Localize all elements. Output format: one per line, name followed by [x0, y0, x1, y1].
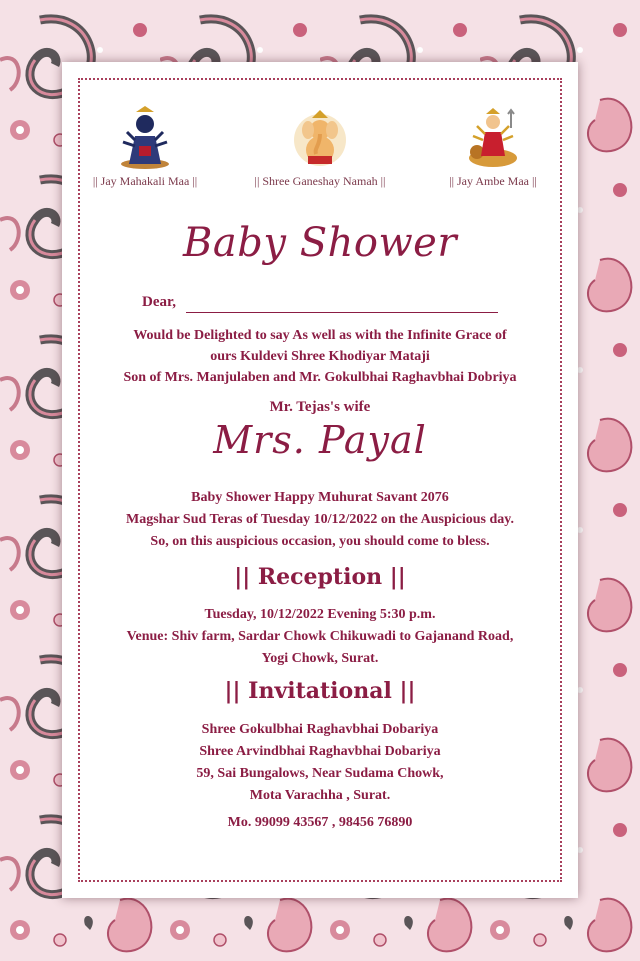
address-line: 59, Sai Bungalows, Near Sudama Chowk,: [196, 766, 444, 781]
husband-line: Mr. Tejas's wife: [269, 399, 371, 415]
intro-text: [82, 325, 558, 388]
reception-line: Venue: Shiv farm, Sardar Chowk Chikuwadi to Gajanand Road,: [126, 629, 514, 644]
deity-caption: || Jay Mahakali Maa ||: [92, 174, 198, 188]
ambe-maa-icon: [463, 106, 523, 170]
bride-name: Mrs. Payal: [213, 418, 427, 462]
mahakali-icon: [117, 106, 173, 170]
greeting: Dear,: [142, 294, 177, 310]
reception-details: [82, 604, 558, 670]
invitational-heading: || Invitational ||: [224, 678, 416, 704]
invitational-details: [82, 719, 558, 807]
host-line: Shree Gokulbhai Raghavbhai Dobariya: [201, 722, 439, 737]
host-line: Shree Arvindbhai Raghavbhai Dobariya: [199, 744, 441, 759]
reception-heading: || Reception ||: [234, 564, 406, 590]
ganesha-icon: [290, 106, 350, 170]
event-title: Baby Shower: [183, 220, 457, 266]
intro-line: Would be Delighted to say As well as with the Infinite Grace of: [133, 328, 507, 343]
phone-numbers: Mo. 99099 43567 , 98456 76890: [227, 815, 413, 830]
deity-mahakali: [60, 106, 230, 189]
reception-line: Tuesday, 10/12/2022 Evening 5:30 p.m.: [204, 607, 436, 622]
invitation-card: [62, 62, 578, 898]
intro-line: ours Kuldevi Shree Khodiyar Mataji: [210, 349, 430, 364]
address-line: Mota Varachha , Surat.: [249, 788, 391, 803]
deity-ambe-maa: [408, 106, 578, 189]
muhurat-line: Magshar Sud Teras of Tuesday 10/12/2022 on the Auspicious day.: [126, 512, 514, 527]
muhurat-line: So, on this auspicious occasion, you should come to bless.: [150, 534, 490, 549]
deity-caption: || Shree Ganeshay Namah ||: [254, 174, 386, 188]
intro-line: Son of Mrs. Manjulaben and Mr. Gokulbhai Raghavbhai Dobriya: [123, 370, 517, 385]
deity-caption: || Jay Ambe Maa ||: [449, 174, 537, 188]
guest-name-line: [186, 312, 498, 313]
deity-ganesha: [235, 106, 405, 189]
deity-row: [62, 106, 578, 226]
reception-line: Yogi Chowk, Surat.: [261, 651, 379, 666]
muhurat-line: Baby Shower Happy Muhurat Savant 2076: [191, 490, 449, 505]
muhurat-text: [82, 487, 558, 553]
